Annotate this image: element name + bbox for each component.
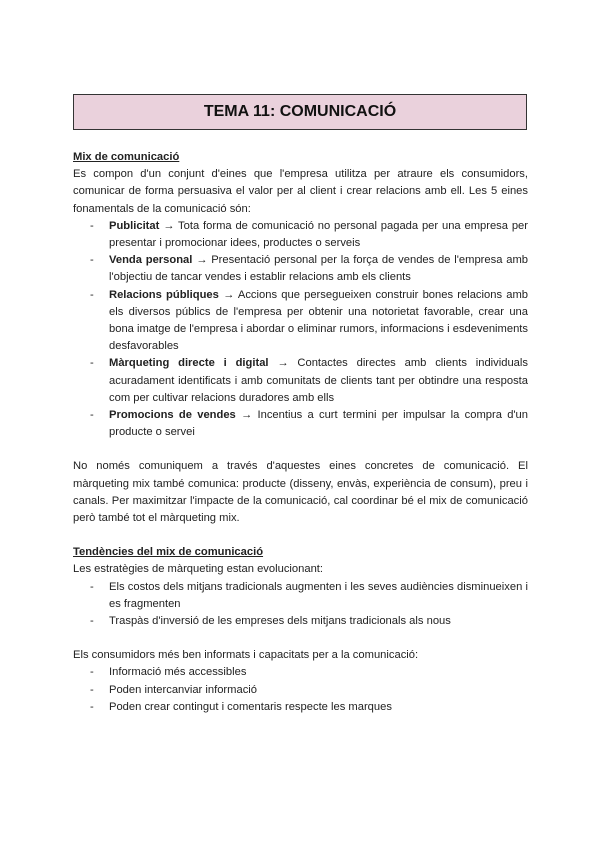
consumers-list <box>73 664 528 716</box>
item-term: Relacions públiques <box>109 288 219 301</box>
trends-intro: Les estratègies de màrqueting estan evolucionant: <box>73 563 324 576</box>
consumers-intro: Els consumidors més ben informats i capacitats per a la comunicació: <box>73 649 419 662</box>
list-item: - Traspàs d'inversió de les empreses dels mitjans tradicionals als nous <box>90 615 451 628</box>
section-heading-mix: Mix de comunicació <box>73 151 180 163</box>
list-item: - Màrqueting directe i digital → Contactes directes amb clients individuals acuradament identificats i amb comunitats de clients tant per obtindre una resposta com per cultivar relacions duradores amb ells <box>90 357 528 404</box>
section-heading-trends: Tendències del mix de comunicació <box>73 546 264 559</box>
item-description: Tota forma de comunicació no personal pagada per una empresa per presentar i promocionar idees, productes o serveis <box>109 219 529 250</box>
marketing-mix-paragraph: No només comuniquem a través d'aquestes eines concretes de comunicació. El màrqueting mix també comunica: producte (disseny, envàs, experiència de consum), preu i canals. Per maximitzar l'impacte de la comunicació, cal coordinar bé el mix de comunicació però també tot el màrqueting mix. <box>73 460 528 525</box>
list-item: - Promocions de vendes → Incentius a curt termini per impulsar la compra d'un producte o servei <box>90 409 529 439</box>
item-description: Accions que persegueixen construir bones relacions amb els diversos públics de l'empresa per obtenir una notorietat favorable, crear una bona imatge de l'empresa i abordar o eliminar rumors, informacions i esdeveniments desfavorables <box>109 288 529 353</box>
item-description: Presentació personal per la força de vendes de l'empresa amb l'objectiu de tancar vendes i establir relacions amb els clients <box>109 254 528 284</box>
document-body <box>73 149 528 716</box>
page-title <box>73 94 527 130</box>
list-item: - Publicitat → Tota forma de comunicació no personal pagada per una empresa per presentar i promocionar idees, productes o serveis <box>90 219 529 250</box>
list-item: - Els costos dels mitjans tradicionals augmenten i les seves audiències disminueixen i es fragmenten <box>90 580 528 610</box>
item-term: Màrqueting directe i digital <box>109 357 269 370</box>
item-term: Promocions de vendes <box>109 409 236 422</box>
list-item: - Poden crear contingut i comentaris respecte les marques <box>90 700 392 713</box>
list-item: - Relacions públiques → Accions que persegueixen construir bones relacions amb els diversos públics de l'empresa per obtenir una notorietat favorable, crear una bona imatge de l'empresa i abordar o eliminar rumors, informacions i esdeveniments desfavorables <box>90 288 529 353</box>
list-item: - Poden intercanviar informació <box>90 683 257 696</box>
page-title-text: TEMA 11: COMUNICACIÓ <box>203 103 397 120</box>
item-description: Contactes directes amb clients individuals acuradament identificats i amb comunitats de clients tant per obtindre una resposta com per cultivar relacions duradores amb ells <box>109 357 528 404</box>
item-term: Publicitat <box>109 219 160 232</box>
section-intro: Es compon d'un conjunt d'eines que l'empresa utilitza per atraure els consumidors, comunicar de forma persuasiva el valor per al client i crear relacions amb ell. Les 5 eines fonamentals de la comunicació són: <box>73 168 528 215</box>
item-term: Venda personal <box>109 254 193 267</box>
list-item: - Venda personal → Presentació personal per la força de vendes de l'empresa amb l'objectiu de tancar vendes i establir relacions amb els clients <box>90 254 528 284</box>
list-item: - Informació més accessibles <box>90 666 247 679</box>
tools-list <box>73 218 528 442</box>
item-description: Incentius a curt termini per impulsar la compra d'un producte o servei <box>109 409 529 439</box>
trends-list <box>73 579 528 631</box>
